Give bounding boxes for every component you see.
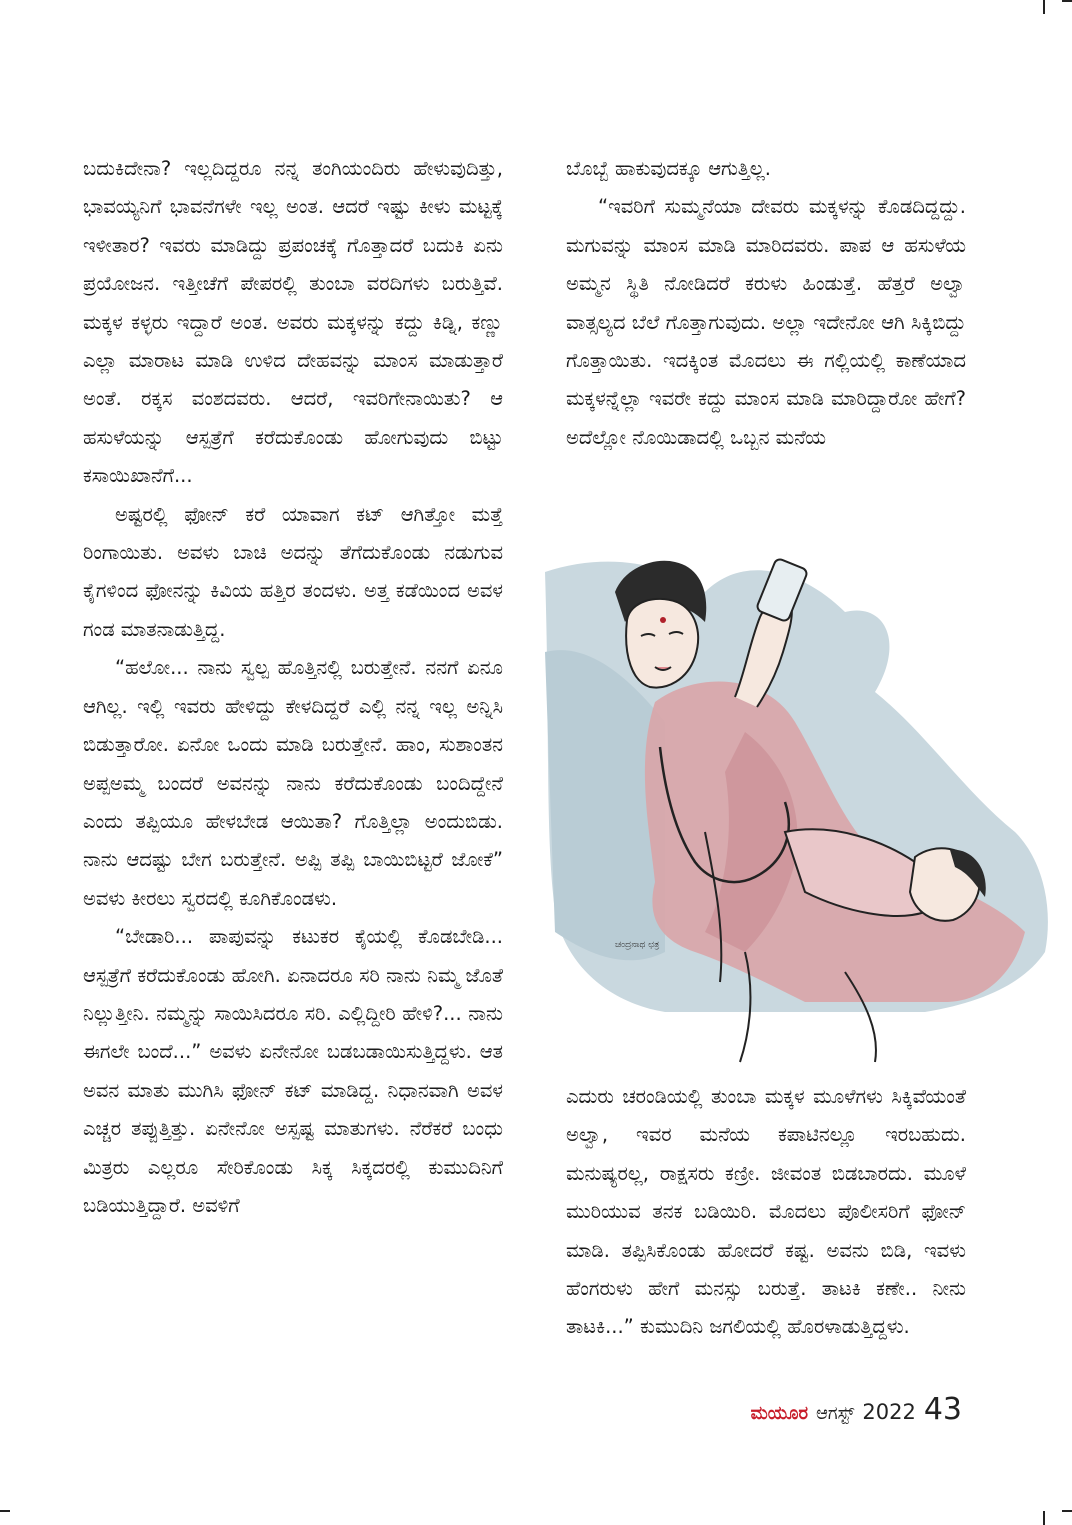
bindi [660,617,666,623]
artist-signature: ಚಂದ್ರನಾಥ ಛತ್ರ [615,940,660,950]
left-text-column [83,150,503,1225]
crop-mark [1043,1511,1045,1525]
paragraph: ಬದುಕಿದೇನಾ? ಇಲ್ಲದಿದ್ದರೂ ನನ್ನ ತಂಗಿಯಂದಿರು ಹೇಳುವುದಿತ್ತು, ಭಾವಯ್ಯನಿಗೆ ಭಾವನೆಗಳೇ ಇಲ್ಲ ಅಂತ. ಆದರೆ ಇಷ್ಟು ಕೀಳು ಮಟ್ಟಕ್ಕೆ ಇಳೀತಾರ? ಇವರು ಮಾಡಿದ್ದು ಪ್ರಪಂಚಕ್ಕೆ ಗೊತ್ತಾದರೆ ಬದುಕಿ ಏನು ಪ್ರಯೋಜನ. ಇತ್ತೀಚೆಗೆ ಪೇಪರಲ್ಲಿ ತುಂಬಾ ವರದಿಗಳು ಬರುತ್ತಿವೆ. ಮಕ್ಕಳ ಕಳ್ಳರು ಇದ್ದಾರೆ ಅಂತ. ಅವರು ಮಕ್ಕಳನ್ನು ಕದ್ದು ಕಿಡ್ನಿ, ಕಣ್ಣು ಎಲ್ಲಾ ಮಾರಾಟ ಮಾಡಿ ಉಳಿದ ದೇಹವನ್ನು ಮಾಂಸ ಮಾಡುತ್ತಾರೆ ಅಂತೆ. ರಕ್ಕಸ ವಂಶದವರು. ಆದರೆ, ಇವರಿಗೇನಾಯಿತು? ಆ ಹಸುಳೆಯನ್ನು ಆಸ್ಪತ್ರೆಗೆ ಕರೆದುಕೊಂಡು ಹೋಗುವುದು ಬಿಟ್ಟು ಕಸಾಯಿಖಾನೆಗೆ... [83,157,503,488]
paragraph: “ಇವರಿಗೆ ಸುಮ್ಮನೆಯಾ ದೇವರು ಮಕ್ಕಳನ್ನು ಕೊಡದಿದ್ದದ್ದು. ಮಗುವನ್ನು ಮಾಂಸ ಮಾಡಿ ಮಾರಿದವರು. ಪಾಪ ಆ ಹಸುಳೆಯ ಅಮ್ಮನ ಸ್ಥಿತಿ ನೋಡಿದರೆ ಕರುಳು ಹಿಂಡುತ್ತೆ. ಹೆತ್ತರೆ ಅಲ್ವಾ ವಾತ್ಸಲ್ಯದ ಬೆಲೆ ಗೊತ್ತಾಗುವುದು. ಅಲ್ಲಾ ಇದೇನೋ ಆಗಿ ಸಿಕ್ಕಿಬಿದ್ದು ಗೊತ್ತಾಯಿತು. ಇದಕ್ಕಿಂತ ಮೊದಲು ಈ ಗಲ್ಲಿಯಲ್ಲಿ ಕಾಣೆಯಾದ ಮಕ್ಕಳನ್ನೆಲ್ಲಾ ಇವರೇ ಕದ್ದು ಮಾಂಸ ಮಾಡಿ ಮಾರಿದ್ದಾರೋ ಹೇಗೆ? ಅದೆಲ್ಲೋ ನೊಯಿಡಾದಲ್ಲಿ ಒಬ್ಬನ ಮನೆಯ [566,195,966,449]
paragraph: “ಹಲೋ... ನಾನು ಸ್ವಲ್ಪ ಹೊತ್ತಿನಲ್ಲಿ ಬರುತ್ತೇನೆ. ನನಗೆ ಏನೂ ಆಗಿಲ್ಲ. ಇಲ್ಲಿ ಇವರು ಹೇಳಿದ್ದು ಕೇಳದಿದ್ದರೆ ಎಲ್ಲಿ ನನ್ನ ಇಲ್ಲ ಅನ್ನಿಸಿ ಬಿಡುತ್ತಾರೋ. ಏನೋ ಒಂದು ಮಾಡಿ ಬರುತ್ತೇನೆ. ಹಾಂ, ಸುಶಾಂತನ ಅಪ್ಪಅಮ್ಮ ಬಂದರೆ ಅವನನ್ನು ನಾನು ಕರೆದುಕೊಂಡು ಬಂದಿದ್ದೇನೆ ಎಂದು ತಪ್ಪಿಯೂ ಹೇಳಬೇಡ ಆಯಿತಾ? ಗೊತ್ತಿಲ್ಲಾ ಅಂದುಬಿಡು. ನಾನು ಆದಷ್ಟು ಬೇಗ ಬರುತ್ತೇನೆ. ಅಪ್ಪಿ ತಪ್ಪಿ ಬಾಯಿಬಿಟ್ಟರೆ ಜೋಕೆ” ಅವಳು ಕೀರಲು ಸ್ವರದಲ್ಲಿ ಕೂಗಿಕೊಂಡಳು. [83,656,503,910]
crop-mark [0,1510,10,1512]
right-text-column-top [566,150,966,457]
paragraph: ಎದುರು ಚರಂಡಿಯಲ್ಲಿ ತುಂಬಾ ಮಕ್ಕಳ ಮೂಳೆಗಳು ಸಿಕ್ಕಿವೆಯಂತೆ ಅಲ್ವಾ, ಇವರ ಮನೆಯ ಕಪಾಟಿನಲ್ಲೂ ಇರಬಹುದು. ಮನುಷ್ಯರಲ್ಲ, ರಾಕ್ಷಸರು ಕಣ್ರೀ. ಜೀವಂತ ಬಿಡಬಾರದು. ಮೂಳೆ ಮುರಿಯುವ ತನಕ ಬಡಿಯಿರಿ. ಮೊದಲು ಪೊಲೀಸರಿಗೆ ಫೋನ್ ಮಾಡಿ. ತಪ್ಪಿಸಿಕೊಂಡು ಹೋದರೆ ಕಷ್ಟ. ಅವನು ಬಿಡಿ, ಇವಳು ಹೆಂಗರುಳು ಹೇಗೆ ಮನಸ್ಸು ಬರುತ್ತೆ. ತಾಟಕಿ ಕಣೇ.. ನೀನು ತಾಟಕಿ...” ಕುಮುದಿನಿ ಜಗಲಿಯಲ್ಲಿ ಹೊರಳಾಡುತ್ತಿದ್ದಳು. [566,1085,966,1339]
issue-year: 2022 [862,1400,916,1424]
crop-mark [1062,0,1072,2]
page-footer [751,1392,962,1432]
paragraph: ಅಷ್ಟರಲ್ಲಿ ಫೋನ್ ಕರೆ ಯಾವಾಗ ಕಟ್ ಆಗಿತ್ತೋ ಮತ್ತೆ ರಿಂಗಾಯಿತು. ಅವಳು ಬಾಚಿ ಅದನ್ನು ತೆಗೆದುಕೊಂಡು ನಡುಗುವ ಕೈಗಳಿಂದ ಫೋನನ್ನು ಕಿವಿಯ ಹತ್ತಿರ ತಂದಳು. ಅತ್ತ ಕಡೆಯಿಂದ ಅವಳ ಗಂಡ ಮಾತನಾಡುತ್ತಿದ್ದ. [83,502,503,641]
right-text-column-bottom [566,1078,966,1347]
paragraph: “ಬೇಡಾರಿ... ಪಾಪುವನ್ನು ಕಟುಕರ ಕೈಯಲ್ಲಿ ಕೊಡಬೇಡಿ... ಆಸ್ಪತ್ರೆಗೆ ಕರೆದುಕೊಂಡು ಹೋಗಿ. ಏನಾದರೂ ಸರಿ ನಾನು ನಿಮ್ಮ ಜೊತೆ ನಿಲ್ಲುತ್ತೀನಿ. ನಮ್ಮನ್ನು ಸಾಯಿಸಿದರೂ ಸರಿ. ಎಲ್ಲಿದ್ದೀರಿ ಹೇಳಿ?... ನಾನು ಈಗಲೇ ಬಂದೆ...” ಅವಳು ಏನೇನೋ ಬಡಬಡಾಯಿಸುತ್ತಿದ್ದಳು. ಆತ ಅವನ ಮಾತು ಮುಗಿಸಿ ಫೋನ್ ಕಟ್ ಮಾಡಿದ್ದ. ನಿಧಾನವಾಗಿ ಅವಳ ಎಚ್ಚರ ತಪ್ಪುತ್ತಿತ್ತು. ಏನೇನೋ ಅಸ್ಪಷ್ಟ ಮಾತುಗಳು. ನೆರೆಕರೆ ಬಂಧು ಮಿತ್ರರು ಎಲ್ಲರೂ ಸೇರಿಕೊಂಡು ಸಿಕ್ಕ ಸಿಕ್ಕದರಲ್ಲಿ ಕುಮುದಿನಿಗೆ ಬಡಿಯುತ್ತಿದ್ದಾರೆ. ಅವಳಿಗೆ [83,925,503,1217]
paragraph: ಬೊಬ್ಬೆ ಹಾಕುವುದಕ್ಕೂ ಆಗುತ್ತಿಲ್ಲ. [566,157,771,180]
crop-mark [1062,1510,1072,1512]
story-illustration [545,532,1053,1064]
issue-month: ಆಗಸ್ಟ್ [816,1403,855,1424]
crop-mark [1043,0,1045,14]
magazine-brand: ಮಯೂರ [750,1403,809,1424]
woman-mouth [655,667,671,670]
page-number: 43 [923,1392,962,1427]
